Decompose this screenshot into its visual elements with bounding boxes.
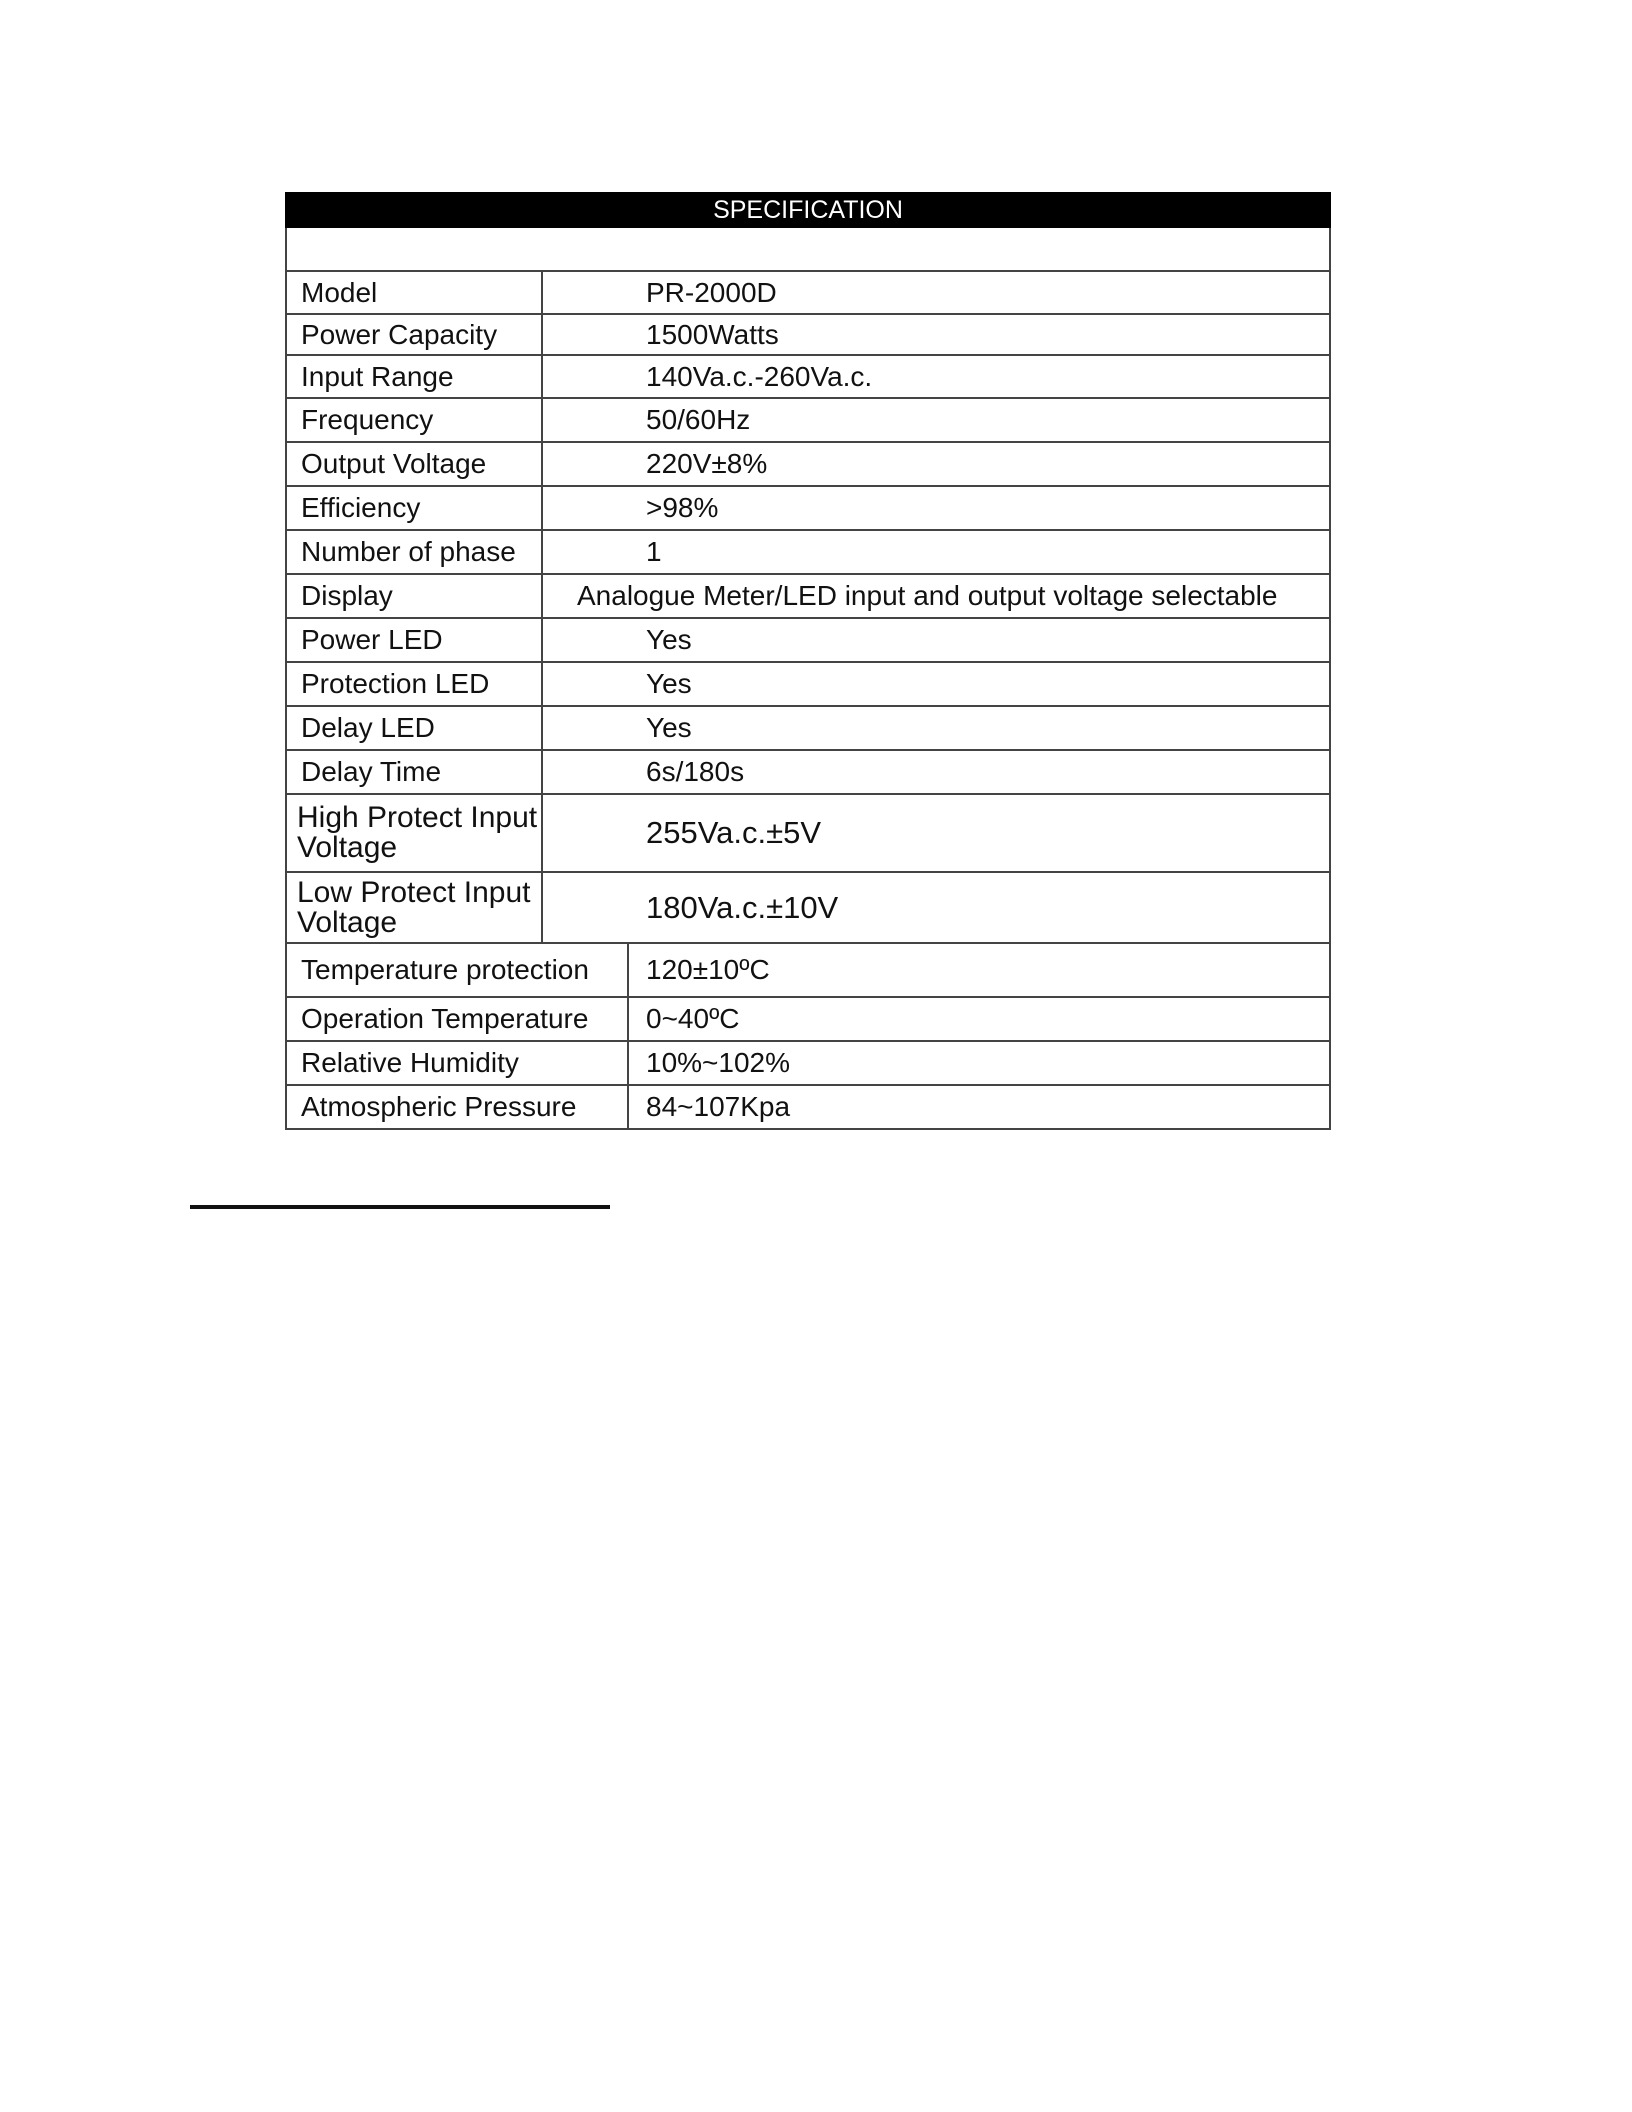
label-atmospheric-pressure: Atmospheric Pressure [287, 1086, 629, 1128]
row-relative-humidity [285, 1040, 1331, 1084]
row-number-of-phase [285, 529, 1331, 573]
value-relative-humidity: 10%~102% [646, 1047, 791, 1078]
value-efficiency: >98% [646, 492, 719, 523]
value-display: Analogue Meter/LED input and output voltage selectable [577, 580, 1278, 611]
label-protection-led: Protection LED [287, 663, 543, 705]
label-input-range: Input Range [287, 356, 543, 397]
value-model: PR-2000D [646, 276, 777, 308]
row-model [285, 270, 1331, 313]
horizontal-rule [190, 1205, 610, 1209]
value-number-of-phase: 1 [646, 536, 662, 567]
label-frequency: Frequency [287, 399, 543, 441]
row-frequency [285, 397, 1331, 441]
specification-table [285, 192, 1331, 1130]
row-protection-led [285, 661, 1331, 705]
value-delay-time: 6s/180s [646, 756, 745, 787]
value-high-protect-input-voltage: 255Va.c.±5V [646, 815, 821, 850]
label-delay-time: Delay Time [287, 751, 543, 793]
value-power-capacity: 1500Watts [646, 318, 779, 350]
row-low-protect-input-voltage [285, 871, 1331, 942]
label-temperature-protection: Temperature protection [287, 944, 629, 996]
label-efficiency: Efficiency [287, 487, 543, 529]
label-operation-temperature: Operation Temperature [287, 998, 629, 1040]
value-protection-led: Yes [646, 668, 692, 699]
row-efficiency [285, 485, 1331, 529]
row-operation-temperature [285, 996, 1331, 1040]
row-power-capacity [285, 313, 1331, 354]
label-delay-led: Delay LED [287, 707, 543, 749]
label-model: Model [287, 272, 543, 313]
row-power-led [285, 617, 1331, 661]
value-atmospheric-pressure: 84~107Kpa [646, 1091, 791, 1122]
label-number-of-phase: Number of phase [287, 531, 543, 573]
value-power-led: Yes [646, 624, 692, 655]
label-high-protect-input-voltage: High Protect Input Voltage [287, 795, 543, 871]
row-temperature-protection [285, 942, 1331, 996]
value-operation-temperature: 0~40ºC [646, 1003, 740, 1034]
value-frequency: 50/60Hz [646, 404, 751, 435]
row-delay-led [285, 705, 1331, 749]
table-title: SPECIFICATION [285, 192, 1331, 228]
value-temperature-protection: 120±10ºC [646, 954, 770, 985]
blank-row [285, 228, 1331, 270]
row-display [285, 573, 1331, 617]
row-atmospheric-pressure [285, 1084, 1331, 1130]
value-low-protect-input-voltage: 180Va.c.±10V [646, 889, 839, 925]
row-input-range [285, 354, 1331, 397]
row-delay-time [285, 749, 1331, 793]
value-input-range: 140Va.c.-260Va.c. [646, 360, 873, 392]
label-output-voltage: Output Voltage [287, 443, 543, 485]
label-low-protect-input-voltage: Low Protect Input Voltage [287, 873, 543, 942]
row-high-protect-input-voltage [285, 793, 1331, 871]
label-display: Display [287, 575, 543, 617]
label-power-led: Power LED [287, 619, 543, 661]
label-relative-humidity: Relative Humidity [287, 1042, 629, 1084]
value-output-voltage: 220V±8% [646, 448, 768, 479]
label-power-capacity: Power Capacity [287, 315, 543, 354]
row-output-voltage [285, 441, 1331, 485]
value-delay-led: Yes [646, 712, 692, 743]
